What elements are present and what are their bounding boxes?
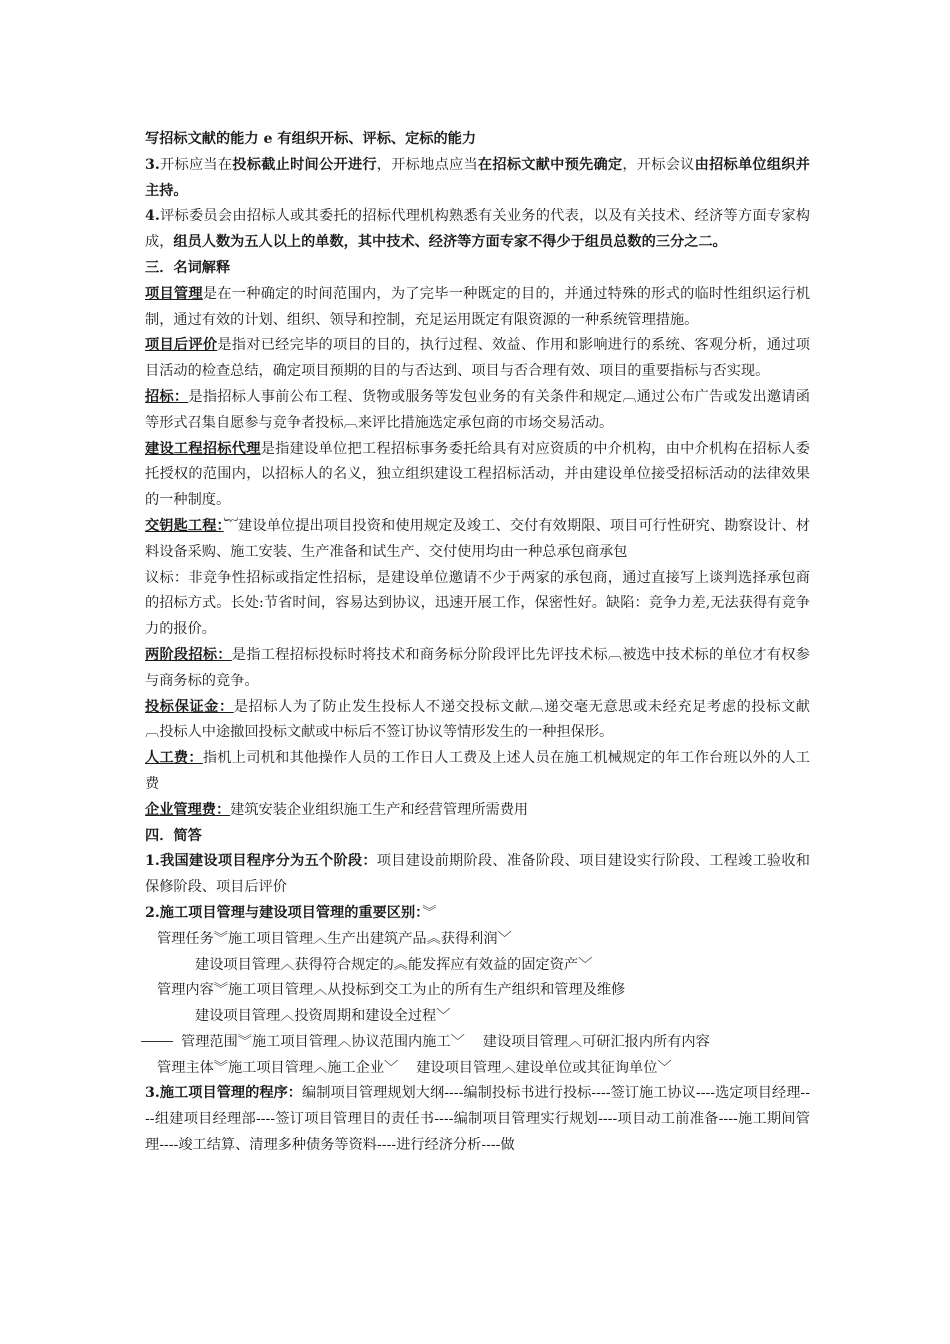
comparison-row-task: 管理任务︾施工项目管理︿生产出建筑产品︽获得利润﹀: [157, 930, 512, 947]
term-two-stage: [145, 643, 810, 695]
term-label: 项目管理: [145, 285, 203, 302]
term-label: 人工费：: [145, 750, 203, 767]
term-definition: 议标：非竞争性招标或指定性招标，是建设单位邀请不少于两家的承包商，通过直接写上谈判选择承包商的招标方式。长处:节省时间，容易达到协议，迅速开展工作，保密性好。缺陷：竞争力差,无法获得有竞争力的报价。: [145, 569, 810, 638]
term-definition: 是招标人为了防止发生投标人不递交投标文献︹递交毫无意思或未经充足考虑的投标文献︹投标人中途撤回投标文献或中标后不签订协议等情形发生的一种担保形。: [145, 698, 810, 741]
term-negotiated-bid: [145, 566, 810, 643]
section-heading-short-answer: 四．简答: [145, 827, 202, 844]
term-label: 两阶段招标：: [145, 646, 232, 663]
term-definition: 是指建设单位把工程招标事务委托给具有对应资质的中介机构，由中介机构在招标人委托授权的范围内，以招标人的名义，独立组织建设工程招标活动，并由建设单位接受招标活动的法律效果的一种制度。: [145, 440, 810, 509]
question-label: 1.我国建设项目程序分为五个阶段：: [145, 853, 377, 870]
paragraph-ability-line: [145, 127, 810, 153]
text-emphasis: 在招标文献中预先确定: [477, 156, 623, 173]
text-segment: ，开标会议: [622, 156, 695, 173]
term-label: 建设工程招标代理: [145, 440, 261, 457]
scope-construction: 管理范围︾施工项目管理︿协议范围内施工﹀: [181, 1033, 465, 1050]
comparison-row-task-construction: 建设项目管理︿获得符合规定的︽能发挥应有效益的固定资产﹀: [195, 956, 593, 973]
answer-3: [145, 1081, 810, 1158]
term-label: 项目后评价: [145, 337, 218, 354]
comparison-row-scope: [143, 1030, 810, 1056]
subject-construction: 管理主体︾施工项目管理︿施工企业﹀: [157, 1059, 399, 1076]
term-post-evaluation: [145, 333, 810, 385]
text-emphasis: 投标截止时间公开进行: [232, 156, 377, 173]
answer-text: 编制项目管理规划大纲----编制投标书进行投标----签订施工协议----选定项目经理----组建项目经理部----签订项目管理目的责任书----编制项目管理实行规划----项目动工前准备----施工期间管理----竣工结算、清理多种债务等资料----进行经济分析----做: [145, 1085, 810, 1154]
item-number: 3.: [145, 156, 160, 173]
term-definition: 是在一种确定的时间范围内，为了完毕一种既定的目的，并通过特殊的形式的临时性组织运行机制，通过有效的计划、组织、领导和控制，充足运用既定有限资源的一种系统管理措施。: [145, 285, 810, 328]
paragraph-item-4: [145, 204, 810, 256]
section-heading-terms: 三．名词解释: [145, 259, 231, 276]
answer-text: 项目建设前期阶段、准备阶段、项目建设实行阶段、工程竣工验收和保修阶段、项目后评价: [145, 853, 810, 896]
subject-project: 建设项目管理︿建设单位或其征询单位﹀: [416, 1059, 672, 1076]
text-segment: 开标应当在: [159, 156, 233, 173]
question-label: 2.施工项目管理与建设项目管理的重要区别：: [145, 904, 423, 921]
term-label: 企业管理费：: [145, 801, 231, 818]
term-enterprise-fee: [145, 798, 810, 824]
text-segment: ，开标地点应当: [376, 156, 478, 173]
text-emphasis: 组员人数为五人以上的单数，其中技术、经济等方面专家不得少于组员总数的三分之二。: [173, 234, 727, 251]
term-turnkey: [145, 514, 810, 566]
term-label: 交钥匙工程：: [145, 517, 224, 534]
term-definition: 是指对已经完毕的项目的目的，执行过程、效益、作用和影响进行的系统、客观分析，通过项目活动的检查总结，确定项目预期的目的与否达到、项目与否合理有效、项目的重要指标与否实现。: [145, 337, 810, 380]
document-body: [145, 127, 810, 1159]
term-tender-agency: [145, 437, 810, 514]
text-ability: 写招标文献的能力 e 有组织开标、评标、定标的能力: [145, 131, 477, 147]
term-project-management: [145, 282, 810, 334]
text-emphasis: 由招标单位组织并主持。: [145, 156, 810, 199]
term-definition: 是指招标人事前公布工程、货物或服务等发包业务的有关条件和规定︹通过公布广告或发出邀请函等形式召集自愿参与竞争者投标︹来评比措施选定承包商的市场交易活动。: [145, 388, 810, 431]
text-segment: 评标委员会由招标人或其委托的招标代理机构熟悉有关业务的代表，以及有关技术、经济等方面专家构成，: [145, 208, 810, 251]
divider-dash: [141, 1041, 173, 1042]
brace-glyph: ︾: [422, 904, 437, 921]
term-definition: 是指工程招标投标时将技术和商务标分阶段评比先评技术标︹被选中技术标的单位才有权参与商务标的竞争。: [145, 646, 810, 689]
comparison-row-content: 管理内容︾施工项目管理︿从投标到交工为止的所有生产组织和管理及维修: [157, 982, 626, 999]
scope-project: 建设项目管理︿可研汇报内所有内容: [482, 1033, 710, 1050]
paragraph-item-3: [145, 153, 810, 205]
term-label: 投标保证金：: [145, 698, 234, 715]
comparison-row-content-construction: 建设项目管理︿投资周期和建设全过程﹀: [195, 1008, 451, 1025]
term-definition: 指机上司机和其他操作人员的工作日人工费及上述人员在施工机械规定的年工作台班以外的人工费: [145, 750, 810, 792]
answer-2-heading: [145, 901, 810, 927]
term-tendering: [145, 385, 810, 437]
answer-1: [145, 849, 810, 901]
item-number: 4.: [145, 208, 160, 225]
term-label: 招标：: [145, 388, 189, 405]
term-labor-cost: [145, 746, 810, 798]
term-definition: ︸建设单位提出项目投资和使用规定及竣工、交付有效期限、项目可行性研究、勘察设计、材料设备采购、施工安装、生产准备和试生产、交付使用均由一种总承包商承包: [145, 517, 810, 560]
comparison-row-subject: [145, 1056, 810, 1082]
term-definition: 建筑安装企业组织施工生产和经营管理所需费用: [230, 801, 529, 818]
term-bid-bond: [145, 695, 810, 747]
question-label: 3.施工项目管理的程序：: [145, 1085, 303, 1102]
